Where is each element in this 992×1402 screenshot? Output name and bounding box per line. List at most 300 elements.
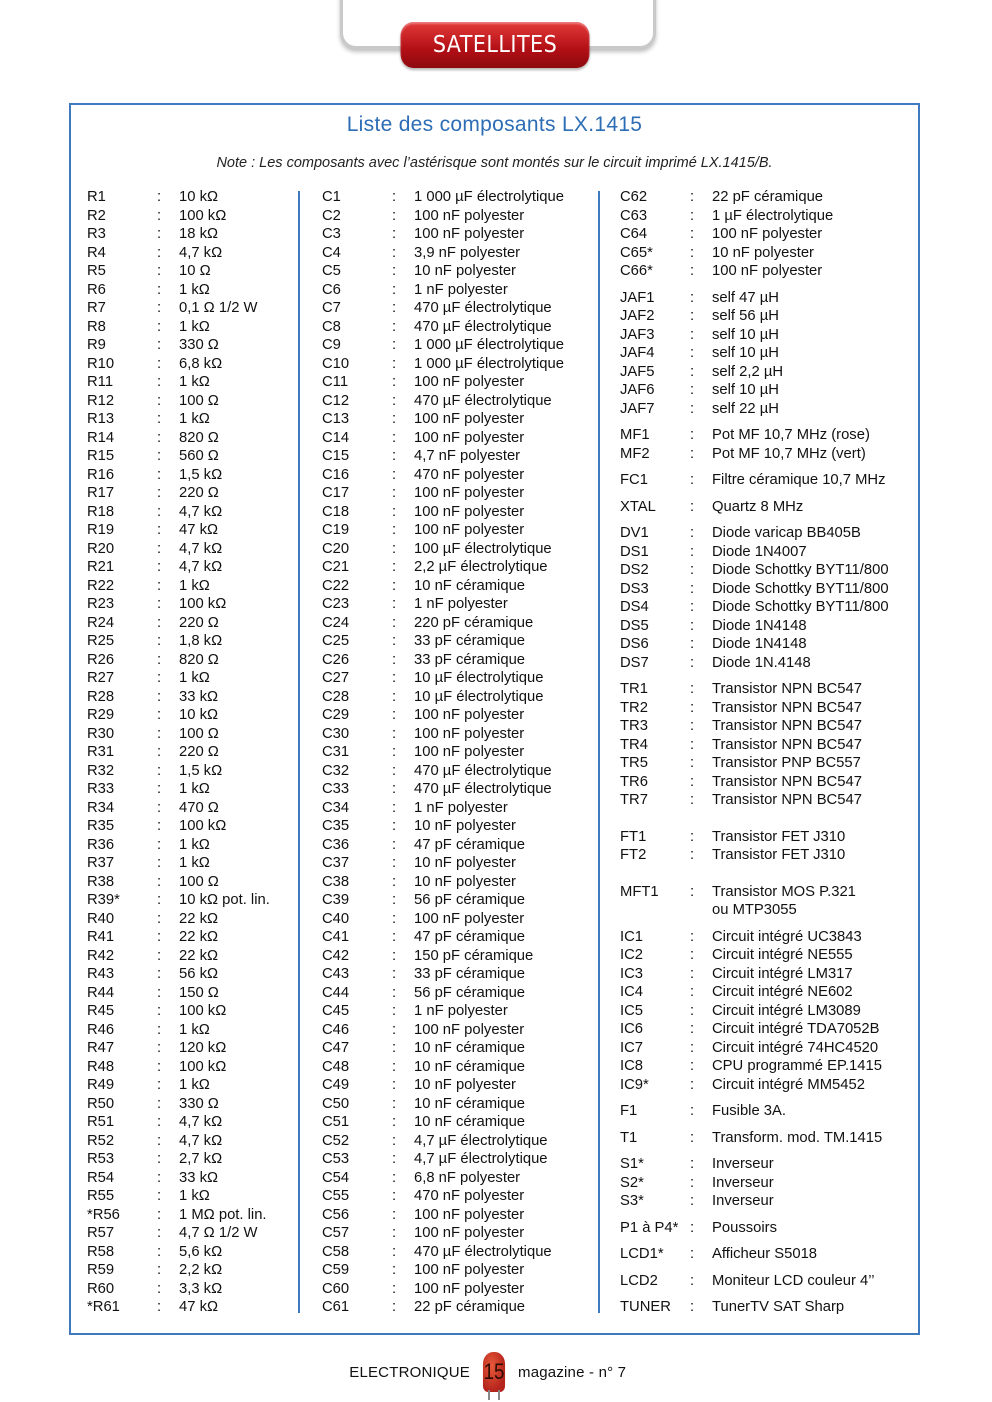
component-ref: R2 [87, 207, 106, 224]
component-value: 56 pF céramique [414, 892, 526, 908]
component-value: 100 nF polyester [414, 374, 525, 390]
component-row [620, 791, 910, 810]
separator: : [392, 577, 397, 594]
separator: : [392, 1169, 397, 1186]
component-value: Inverseur [712, 1156, 774, 1172]
component-ref: C57 [322, 1225, 350, 1241]
component-value: TunerTV SAT Sharp [712, 1299, 845, 1315]
component-value: 4,7 kΩ [179, 540, 223, 557]
component-row [87, 614, 302, 633]
component-value: 1 kΩ [179, 374, 210, 390]
component-ref: R35 [87, 818, 115, 834]
component-value: Diode Schottky BYT11/800 [712, 562, 889, 578]
component-ref: R55 [87, 1188, 115, 1204]
component-value: Inverseur [712, 1174, 774, 1191]
separator: : [157, 855, 162, 871]
component-row [87, 1280, 302, 1299]
component-row [87, 854, 302, 873]
component-row [322, 854, 607, 873]
separator: : [690, 654, 695, 671]
component-row [87, 1021, 302, 1040]
component-ref: DS7 [620, 654, 649, 671]
component-ref: R17 [87, 485, 115, 501]
component-ref: C49 [322, 1077, 350, 1093]
component-value: 100 nF polyester [414, 910, 525, 927]
component-ref: R28 [87, 688, 115, 705]
component-row [620, 1129, 910, 1148]
separator: : [392, 337, 397, 353]
component-row [620, 363, 910, 382]
separator: : [392, 762, 397, 779]
component-ref: DS1 [620, 543, 649, 560]
component-row [87, 780, 302, 799]
component-row [620, 426, 910, 445]
component-value: 100 nF polyester [414, 207, 525, 224]
component-value: 120 kΩ [179, 1040, 227, 1056]
separator: : [392, 596, 397, 612]
component-ref: C64 [620, 226, 648, 242]
component-row [87, 299, 302, 318]
component-ref: C55 [322, 1188, 350, 1204]
component-value: Circuit intégré NE602 [712, 984, 853, 1000]
separator: : [690, 1021, 695, 1037]
component-ref: R33 [87, 781, 115, 797]
component-row [87, 1076, 302, 1095]
component-row [322, 244, 607, 263]
component-row [87, 1169, 302, 1188]
component-row [322, 836, 607, 855]
component-value: 10 kΩ pot. lin. [179, 892, 270, 908]
component-value: 470 nF polyester [414, 466, 525, 483]
separator: : [690, 792, 695, 808]
separator: : [157, 189, 162, 205]
component-value: 10 kΩ [179, 707, 219, 723]
component-row [322, 1132, 607, 1151]
component-row [322, 725, 607, 744]
component-ref: R42 [87, 947, 115, 964]
separator: : [690, 699, 695, 716]
component-value: Diode Schottky BYT11/800 [712, 580, 889, 597]
component-value: 1,5 kΩ [179, 466, 223, 483]
component-value: 1 000 µF électrolytique [414, 337, 564, 353]
separator: : [157, 1114, 162, 1130]
separator: : [392, 411, 397, 427]
component-value: Inverseur [712, 1193, 774, 1209]
separator: : [157, 651, 162, 668]
component-value: 1 000 µF électrolytique [414, 189, 564, 205]
separator: : [392, 485, 397, 501]
component-ref: C4 [322, 244, 341, 261]
component-ref: R53 [87, 1151, 115, 1167]
component-row [87, 1095, 302, 1114]
component-value: 10 nF céramique [414, 1114, 526, 1130]
separator: : [392, 1151, 397, 1167]
component-row [87, 836, 302, 855]
component-value: Transistor NPN BC547 [712, 699, 862, 716]
separator: : [392, 207, 397, 224]
component-row [620, 635, 910, 654]
component-value: Transistor FET J310 [712, 847, 846, 863]
component-value: 1 kΩ [179, 1021, 210, 1038]
component-value: 1 kΩ [179, 411, 210, 427]
separator: : [392, 355, 397, 372]
separator: : [392, 1058, 397, 1075]
component-value: 33 kΩ [179, 1169, 219, 1186]
component-row [620, 983, 910, 1002]
component-ref: R12 [87, 392, 115, 409]
separator: : [392, 836, 397, 853]
component-row [620, 754, 910, 773]
component-row [87, 669, 302, 688]
component-value: 4,7 Ω 1/2 W [179, 1225, 258, 1241]
component-row [322, 484, 607, 503]
separator: : [157, 1243, 162, 1260]
component-value: Circuit intégré LM3089 [712, 1002, 861, 1019]
separator: : [392, 1021, 397, 1038]
component-row [87, 725, 302, 744]
component-ref: C16 [322, 466, 350, 483]
component-value: 330 Ω [179, 1095, 219, 1112]
component-row [620, 1020, 910, 1039]
separator: : [690, 883, 695, 900]
component-ref: MF1 [620, 427, 650, 443]
component-row [620, 471, 910, 490]
component-row [620, 524, 910, 543]
component-ref: R50 [87, 1095, 115, 1112]
component-ref: C6 [322, 281, 341, 298]
component-ref: C65* [620, 244, 653, 261]
separator: : [157, 799, 162, 816]
component-value: Transistor NPN BC547 [712, 718, 862, 734]
component-value: 22 pF céramique [414, 1299, 526, 1315]
component-value: 22 kΩ [179, 910, 219, 927]
component-value: 100 nF polyester [414, 485, 525, 501]
component-row [87, 762, 302, 781]
component-value: 470 Ω [179, 799, 219, 816]
component-row [620, 1155, 910, 1174]
separator: : [157, 725, 162, 742]
separator: : [392, 873, 397, 890]
component-ref: R5 [87, 263, 106, 279]
separator: : [157, 318, 162, 335]
component-row [620, 580, 910, 599]
component-value: self 10 µH [712, 382, 779, 398]
component-value: 22 kΩ [179, 929, 219, 945]
component-value: 10 µF électrolytique [414, 688, 544, 705]
footer [0, 1352, 992, 1392]
separator: : [690, 1039, 695, 1056]
component-row [87, 743, 302, 762]
component-value: 1 kΩ [179, 781, 210, 797]
component-value: 220 Ω [179, 614, 219, 631]
component-value: 560 Ω [179, 448, 219, 464]
separator: : [690, 244, 695, 261]
separator: : [690, 847, 695, 863]
component-ref: C48 [322, 1058, 350, 1075]
component-ref: C30 [322, 725, 350, 742]
component-ref: R54 [87, 1169, 115, 1186]
separator: : [690, 773, 695, 790]
component-row [620, 699, 910, 718]
component-ref: C39 [322, 892, 350, 908]
column-divider [598, 191, 600, 1313]
component-row [322, 558, 607, 577]
component-value: 4,7 µF électrolytique [414, 1151, 548, 1167]
separator: : [392, 799, 397, 816]
component-value: self 47 µH [712, 289, 779, 306]
separator: : [157, 207, 162, 224]
separator: : [157, 910, 162, 927]
component-value: 100 kΩ [179, 207, 227, 224]
component-ref: IC7 [620, 1039, 644, 1056]
component-row [620, 680, 910, 699]
component-value: 5,6 kΩ [179, 1243, 223, 1260]
component-ref: R47 [87, 1040, 115, 1056]
component-value: 100 nF polyester [414, 1262, 525, 1278]
separator: : [392, 892, 397, 908]
component-row [322, 1169, 607, 1188]
component-row [87, 873, 302, 892]
component-value: 33 pF céramique [414, 633, 526, 649]
separator: : [690, 636, 695, 652]
separator: : [157, 1280, 162, 1297]
separator: : [690, 965, 695, 982]
separator: : [157, 522, 162, 538]
component-ref: C27 [322, 670, 350, 686]
separator: : [157, 1095, 162, 1112]
component-ref: R29 [87, 707, 115, 723]
component-row [322, 1280, 607, 1299]
separator: : [690, 928, 695, 945]
note: Note : Les composants avec l’astérisque sont montés sur le circuit imprimé LX.1415/B. [216, 155, 773, 171]
component-row [322, 540, 607, 559]
separator: : [392, 855, 397, 871]
component-row [620, 1245, 910, 1264]
separator: : [157, 688, 162, 705]
component-row [87, 632, 302, 651]
separator: : [392, 818, 397, 834]
component-row [87, 1058, 302, 1077]
component-ref: C1 [322, 189, 341, 205]
component-value: Circuit intégré MM5452 [712, 1076, 865, 1093]
component-row [322, 1076, 607, 1095]
separator: : [157, 966, 162, 982]
separator: : [690, 681, 695, 697]
component-ref: S2* [620, 1174, 644, 1191]
component-row [322, 595, 607, 614]
separator: : [157, 633, 162, 649]
component-value: 100 nF polyester [414, 503, 525, 520]
separator: : [392, 374, 397, 390]
component-row [322, 669, 607, 688]
component-row [322, 299, 607, 318]
component-row [322, 1243, 607, 1262]
separator: : [392, 281, 397, 298]
component-row [620, 928, 910, 947]
separator: : [157, 836, 162, 853]
component-ref: FC1 [620, 472, 648, 488]
component-value: 47 kΩ [179, 1299, 219, 1315]
column-resistors [87, 188, 302, 1317]
component-ref: C61 [322, 1299, 350, 1315]
component-row [620, 883, 910, 902]
component-value: 100 nF polyester [414, 226, 525, 242]
separator: : [690, 363, 695, 380]
separator: : [690, 263, 695, 279]
component-ref: C36 [322, 836, 350, 853]
component-row [322, 1002, 607, 1021]
component-row [620, 1057, 910, 1076]
component-ref: C62 [620, 189, 648, 205]
separator: : [690, 427, 695, 443]
component-value: 2,2 µF électrolytique [414, 559, 548, 575]
component-ref: R4 [87, 244, 106, 261]
component-value: 100 nF polyester [414, 522, 525, 538]
separator: : [690, 984, 695, 1000]
component-row [87, 262, 302, 281]
component-ref: IC9* [620, 1076, 649, 1093]
component-value: 100 kΩ [179, 1058, 227, 1075]
separator: : [690, 308, 695, 324]
separator: : [392, 540, 397, 557]
component-value: Circuit intégré 74HC4520 [712, 1039, 879, 1056]
component-row [87, 355, 302, 374]
component-row [87, 651, 302, 670]
component-value: 100 nF polyester [414, 411, 525, 427]
component-value: 10 nF polyester [414, 873, 516, 890]
separator: : [157, 1021, 162, 1038]
component-row [620, 1102, 910, 1121]
component-value: 1 nF polyester [414, 281, 508, 298]
component-ref: R23 [87, 596, 115, 612]
component-row [620, 1219, 910, 1238]
component-row [620, 736, 910, 755]
component-row [322, 447, 607, 466]
component-ref: C51 [322, 1114, 350, 1130]
component-value: 2,7 kΩ [179, 1151, 223, 1167]
component-value: 18 kΩ [179, 226, 219, 242]
component-value: 10 nF polyester [414, 855, 516, 871]
component-ref: R6 [87, 281, 106, 298]
component-value: 47 pF céramique [414, 836, 526, 853]
component-value: 4,7 nF polyester [414, 448, 521, 464]
led-leg-icon [488, 1390, 490, 1400]
component-ref: *R61 [87, 1299, 120, 1315]
component-row [620, 188, 910, 207]
component-row [322, 1298, 607, 1317]
separator: : [157, 559, 162, 575]
component-ref: R59 [87, 1262, 115, 1278]
component-value: 220 Ω [179, 485, 219, 501]
component-value: 33 kΩ [179, 688, 219, 705]
component-row [87, 1224, 302, 1243]
component-ref: C9 [322, 337, 341, 353]
separator: : [157, 892, 162, 908]
component-value: Circuit intégré UC3843 [712, 928, 862, 945]
component-row [87, 1243, 302, 1262]
component-row [620, 326, 910, 345]
separator: : [157, 226, 162, 242]
component-row [87, 947, 302, 966]
component-row [322, 336, 607, 355]
separator: : [392, 910, 397, 927]
separator: : [157, 281, 162, 298]
component-ref: R27 [87, 670, 115, 686]
separator: : [690, 828, 695, 845]
separator: : [157, 411, 162, 427]
component-row [620, 717, 910, 736]
component-row [620, 244, 910, 263]
component-row [620, 617, 910, 636]
component-ref: C15 [322, 448, 350, 464]
component-ref: FT2 [620, 847, 647, 863]
component-value: 100 Ω [179, 725, 219, 742]
component-ref: IC1 [620, 928, 644, 945]
footer-magazine-name: ELECTRONIQUE [349, 1364, 470, 1381]
separator: : [157, 596, 162, 612]
component-value: 100 nF polyester [414, 1225, 525, 1241]
component-row [87, 891, 302, 910]
component-ref: C20 [322, 540, 350, 557]
component-value: Fusible 3A. [712, 1103, 787, 1119]
component-ref: R36 [87, 836, 115, 853]
component-value: 3,3 kΩ [179, 1280, 223, 1297]
component-value: 1 kΩ [179, 855, 210, 871]
component-ref: MF2 [620, 445, 650, 462]
component-row [620, 1039, 910, 1058]
component-row [87, 503, 302, 522]
component-ref: C19 [322, 522, 350, 538]
component-row [322, 614, 607, 633]
component-row [322, 577, 607, 596]
component-value: 100 nF polyester [414, 1206, 525, 1223]
separator: : [157, 1151, 162, 1167]
component-value: self 10 µH [712, 345, 779, 361]
separator: : [157, 540, 162, 557]
separator: : [690, 718, 695, 734]
component-value: 1 kΩ [179, 836, 210, 853]
separator: : [157, 1225, 162, 1241]
component-row [620, 1272, 910, 1291]
component-ref: R34 [87, 799, 115, 816]
component-ref: C10 [322, 355, 350, 372]
component-value: Filtre céramique 10,7 MHz [712, 472, 886, 488]
component-value: Transistor NPN BC547 [712, 736, 862, 753]
separator: : [392, 318, 397, 335]
component-row [620, 307, 910, 326]
component-ref: C34 [322, 799, 350, 816]
separator: : [690, 498, 695, 515]
component-ref: C52 [322, 1132, 350, 1149]
separator: : [392, 1280, 397, 1297]
component-row [620, 381, 910, 400]
separator: : [392, 1262, 397, 1278]
component-row [620, 498, 910, 517]
component-row [322, 891, 607, 910]
component-row [87, 928, 302, 947]
separator: : [392, 559, 397, 575]
component-ref: JAF4 [620, 345, 655, 361]
component-value: 1 nF polyester [414, 1003, 508, 1019]
component-ref: R1 [87, 189, 106, 205]
component-ref: TR3 [620, 718, 648, 734]
component-ref: C29 [322, 707, 350, 723]
component-value: 470 µF électrolytique [414, 300, 552, 316]
component-value: 100 µF électrolytique [414, 540, 552, 557]
separator: : [690, 599, 695, 615]
component-ref: F1 [620, 1103, 638, 1119]
component-ref: R24 [87, 614, 115, 631]
